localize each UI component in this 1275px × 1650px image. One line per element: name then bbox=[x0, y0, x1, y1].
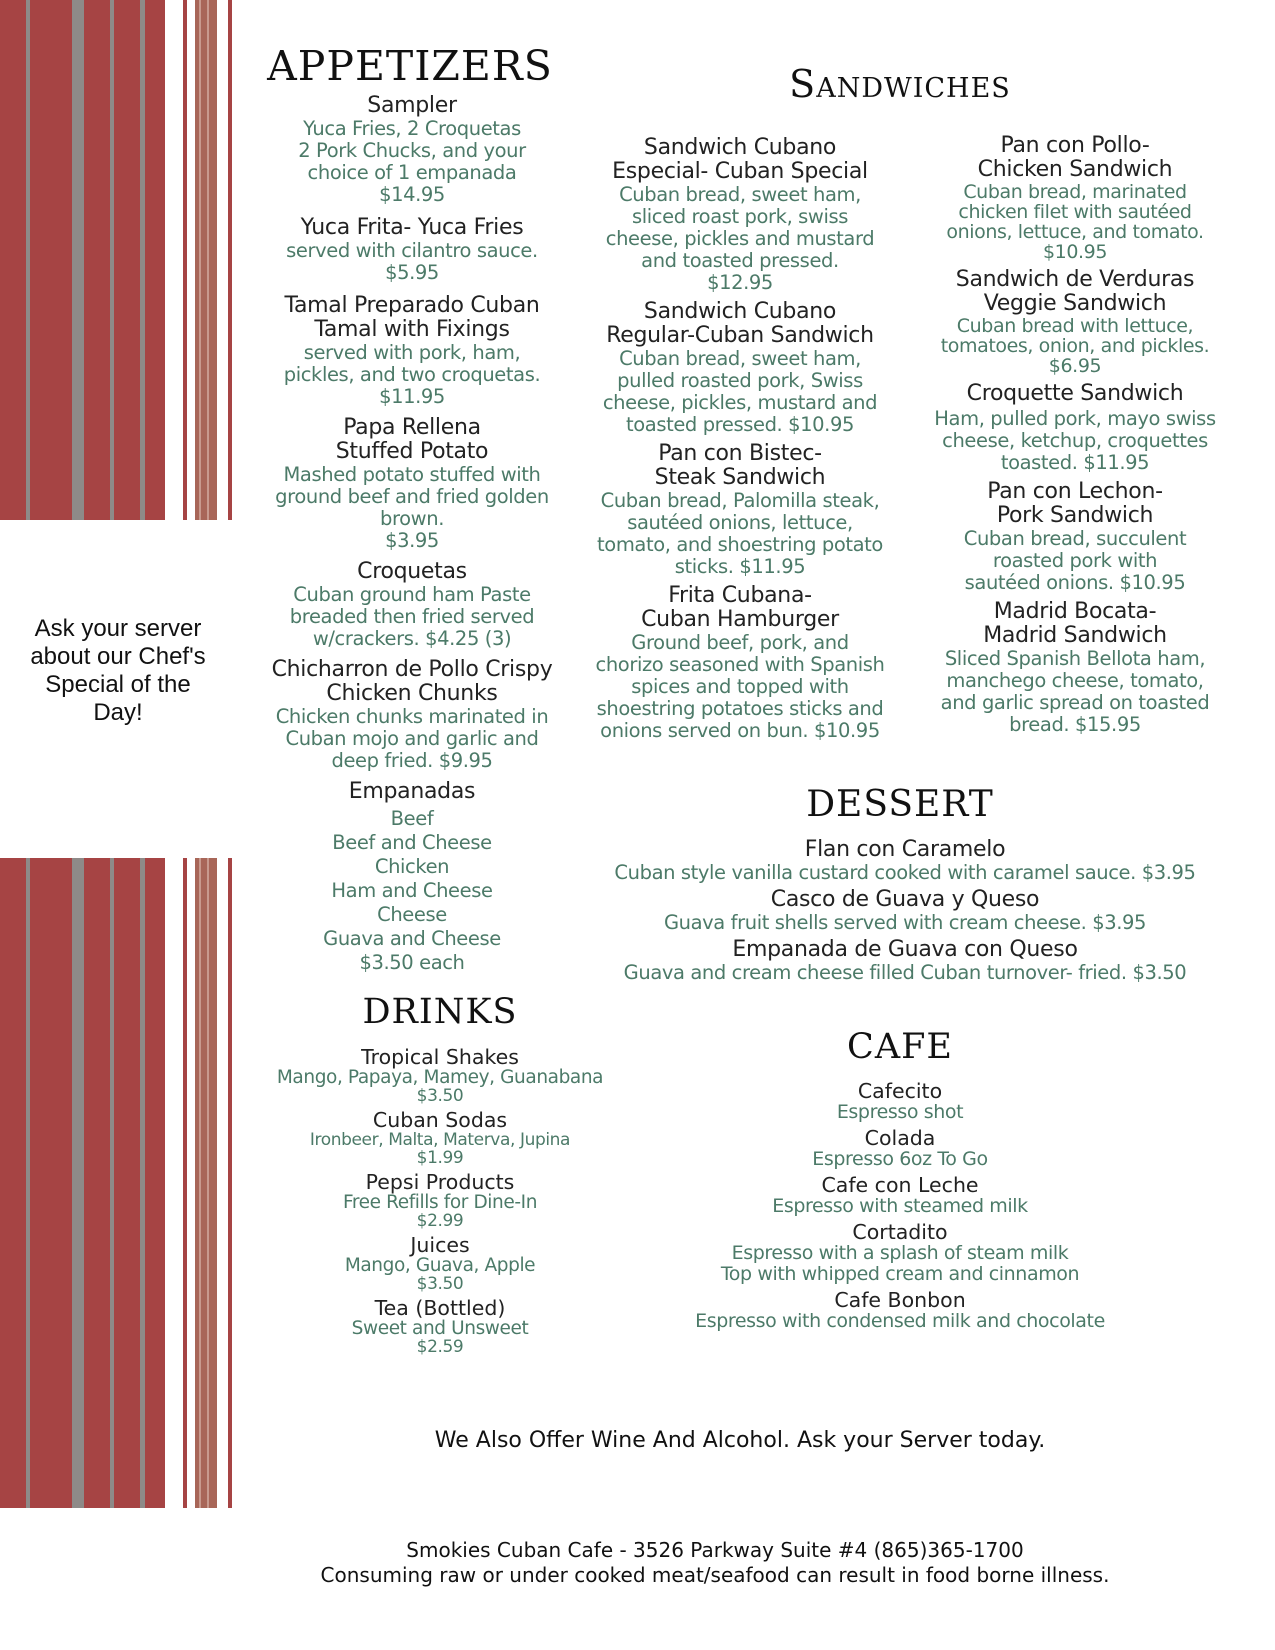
chef-special-note: Ask your server about our Chef's Special of the Day! bbox=[30, 615, 206, 726]
item-price: $2.59 bbox=[416, 1337, 464, 1357]
menu-item bbox=[660, 1221, 1140, 1285]
item-name: Pan con Bistec- Steak Sandwich bbox=[654, 441, 826, 490]
item-desc: Guava and cream cheese filled Cuban turnover- fried. $3.50 bbox=[623, 961, 1187, 984]
menu-item bbox=[590, 136, 890, 294]
item-desc: Ironbeer, Malta, Materva, Jupina bbox=[309, 1130, 571, 1150]
item-desc: Espresso shot bbox=[836, 1101, 964, 1123]
menu-item bbox=[262, 216, 562, 284]
item-desc: Mashed potato stuffed with bbox=[283, 463, 541, 486]
item-desc: pulled roasted pork, Swiss bbox=[617, 369, 863, 392]
item-desc: Free Refills for Dine-In bbox=[342, 1192, 538, 1213]
dessert-title: DESSERT bbox=[806, 784, 994, 825]
item-name: Yuca Frita- Yuca Fries bbox=[300, 215, 524, 240]
menu-item bbox=[262, 658, 562, 772]
item-desc: Espresso with condensed milk and chocolate bbox=[695, 1310, 1105, 1332]
item-price: bread. $15.95 bbox=[1009, 713, 1141, 736]
menu-item bbox=[590, 838, 1220, 884]
drinks-list bbox=[265, 1046, 615, 1356]
item-name: Frita Cubana- Cuban Hamburger bbox=[641, 583, 839, 632]
item-desc: Top with whipped cream and cinnamon bbox=[720, 1263, 1080, 1285]
item-desc: Cuban bread, sweet ham, bbox=[619, 183, 861, 206]
item-desc: Cuban bread, marinated bbox=[963, 181, 1187, 203]
item-desc: Cheese bbox=[377, 903, 447, 926]
item-desc: Cuban mojo and garlic and bbox=[285, 727, 539, 750]
item-price: $2.99 bbox=[416, 1211, 464, 1231]
menu-item bbox=[262, 94, 562, 206]
item-price: w/crackers. $4.25 (3) bbox=[312, 627, 512, 650]
item-name: Chicharron de Pollo Crispy Chicken Chunks bbox=[271, 657, 553, 706]
item-name: Juices bbox=[410, 1233, 470, 1257]
item-desc: served with cilantro sauce. bbox=[286, 239, 538, 262]
item-name: Sampler bbox=[367, 93, 457, 118]
menu-item bbox=[262, 294, 562, 408]
item-desc: cheese, pickles and mustard bbox=[605, 227, 875, 250]
item-desc: Guava and Cheese bbox=[323, 927, 501, 950]
menu-item bbox=[265, 1109, 615, 1167]
menu-item bbox=[262, 416, 562, 552]
menu-item bbox=[925, 268, 1225, 376]
item-name: Pepsi Products bbox=[365, 1170, 515, 1194]
item-desc: Mango, Papaya, Mamey, Guanabana bbox=[276, 1067, 604, 1088]
item-desc: Cuban bread with lettuce, bbox=[956, 315, 1194, 337]
item-desc: Sliced Spanish Bellota ham, bbox=[944, 647, 1206, 670]
item-price: toasted. $11.95 bbox=[1000, 451, 1150, 474]
menu-item bbox=[925, 382, 1225, 474]
item-desc: onions, lettuce, and tomato. bbox=[946, 221, 1204, 243]
item-desc: manchego cheese, tomato, bbox=[946, 669, 1204, 692]
item-desc: choice of 1 empanada bbox=[307, 161, 517, 184]
item-name: Cortadito bbox=[852, 1220, 948, 1244]
item-name: Pan con Lechon- Pork Sandwich bbox=[987, 479, 1163, 528]
item-desc: Espresso with a splash of steam milk bbox=[731, 1242, 1069, 1264]
item-desc: tomatoes, onion, and pickles. bbox=[940, 335, 1210, 357]
item-price: $3.50 bbox=[416, 1086, 464, 1106]
item-desc: Espresso with steamed milk bbox=[772, 1195, 1028, 1217]
item-name: Empanadas bbox=[348, 779, 476, 804]
menu-item bbox=[590, 584, 890, 742]
decorative-stripes-bottom bbox=[0, 858, 232, 1508]
item-name: Madrid Bocata- Madrid Sandwich bbox=[983, 599, 1167, 648]
item-name: Pan con Pollo- Chicken Sandwich bbox=[977, 133, 1173, 182]
item-name: Cafe Bonbon bbox=[834, 1288, 966, 1312]
menu-item bbox=[265, 1234, 615, 1293]
item-desc: and garlic spread on toasted bbox=[940, 691, 1210, 714]
menu-item bbox=[262, 560, 562, 650]
item-desc: chorizo seasoned with Spanish bbox=[595, 653, 885, 676]
item-desc: breaded then fried served bbox=[289, 605, 535, 628]
item-price: $14.95 bbox=[379, 183, 445, 206]
drinks-title: DRINKS bbox=[362, 992, 518, 1032]
cafe-title: CAFE bbox=[847, 1027, 953, 1067]
menu-item bbox=[590, 442, 890, 578]
appetizers-title: APPETIZERS bbox=[267, 42, 553, 90]
item-price: $1.99 bbox=[416, 1148, 464, 1168]
item-desc: Cuban bread, succulent bbox=[963, 527, 1187, 550]
item-price: $6.95 bbox=[1048, 355, 1102, 377]
item-desc: Chicken chunks marinated in bbox=[275, 705, 549, 728]
item-name: Tea (Bottled) bbox=[374, 1296, 506, 1320]
menu-item bbox=[590, 300, 890, 436]
menu-item bbox=[660, 1127, 1140, 1170]
item-name: Flan con Caramelo bbox=[804, 837, 1006, 862]
item-desc: sautéed onions, lettuce, bbox=[627, 511, 853, 534]
menu-item bbox=[660, 1289, 1140, 1332]
dessert-list bbox=[590, 838, 1220, 984]
menu-item bbox=[265, 1171, 615, 1230]
item-desc: shoestring potatoes sticks and bbox=[596, 697, 884, 720]
item-desc: Ham, pulled pork, mayo swiss bbox=[934, 407, 1216, 430]
item-name: Casco de Guava y Queso bbox=[770, 887, 1040, 912]
item-price: $10.95 bbox=[1042, 241, 1108, 263]
decorative-stripes-top bbox=[0, 0, 232, 520]
menu-item bbox=[590, 938, 1220, 984]
item-name: Sandwich Cubano Especial- Cuban Special bbox=[612, 135, 868, 184]
menu-item bbox=[265, 1046, 615, 1105]
item-name: Colada bbox=[864, 1126, 936, 1150]
item-desc: ground beef and fried golden bbox=[275, 485, 549, 508]
item-desc: Cuban ground ham Paste bbox=[293, 583, 531, 606]
item-desc: Sweet and Unsweet bbox=[351, 1318, 529, 1339]
item-desc: Cuban style vanilla custard cooked with caramel sauce. $3.95 bbox=[614, 861, 1196, 884]
item-price: $3.50 bbox=[416, 1274, 464, 1294]
item-desc: brown. bbox=[379, 507, 444, 530]
item-desc: Beef bbox=[390, 807, 434, 830]
item-desc: Yuca Fries, 2 Croquetas bbox=[303, 117, 521, 140]
item-name: Cafecito bbox=[857, 1079, 943, 1103]
item-desc: cheese, pickles, mustard and bbox=[602, 391, 878, 414]
sandwiches-right-column bbox=[925, 134, 1225, 736]
item-price: sticks. $11.95 bbox=[674, 555, 806, 578]
item-desc: chicken filet with sautéed bbox=[958, 201, 1192, 223]
item-desc: cheese, ketchup, croquettes bbox=[942, 429, 1208, 452]
cafe-list bbox=[660, 1080, 1140, 1332]
item-name: Tropical Shakes bbox=[361, 1045, 519, 1069]
menu-item bbox=[590, 888, 1220, 934]
footer-address: Smokies Cuban Cafe - 3526 Parkway Suite #4 (865)365-1700 bbox=[406, 1538, 1024, 1562]
item-price: $11.95 bbox=[379, 385, 445, 408]
item-name: Papa Rellena Stuffed Potato bbox=[335, 415, 489, 464]
footer-warning: Consuming raw or under cooked meat/seafood can result in food borne illness. bbox=[320, 1563, 1110, 1587]
item-price: $5.95 bbox=[385, 261, 439, 284]
item-price: $3.95 bbox=[385, 529, 439, 552]
menu-item bbox=[925, 134, 1225, 262]
item-name: Cafe con Leche bbox=[821, 1173, 979, 1197]
footer bbox=[215, 1538, 1215, 1588]
item-price: sautéed onions. $10.95 bbox=[964, 571, 1186, 594]
item-desc: pickles, and two croquetas. bbox=[283, 363, 541, 386]
item-price: onions served on bun. $10.95 bbox=[600, 719, 880, 742]
item-desc: Chicken bbox=[374, 855, 450, 878]
item-desc: and toasted pressed. bbox=[641, 249, 839, 272]
item-desc: Guava fruit shells served with cream cheese. $3.95 bbox=[663, 911, 1147, 934]
menu-item bbox=[660, 1174, 1140, 1217]
sandwiches-left-column bbox=[590, 136, 890, 742]
item-name: Croquetas bbox=[357, 559, 467, 584]
item-price: $12.95 bbox=[707, 271, 773, 294]
item-name: Tamal Preparado Cuban Tamal with Fixings bbox=[284, 293, 540, 342]
item-desc: Cuban bread, Palomilla steak, bbox=[600, 489, 880, 512]
alcohol-note: We Also Offer Wine And Alcohol. Ask your Server today. bbox=[434, 1428, 1046, 1453]
item-desc: Cuban bread, sweet ham, bbox=[619, 347, 861, 370]
menu-item bbox=[925, 600, 1225, 736]
item-desc: Ham and Cheese bbox=[331, 879, 493, 902]
menu-item bbox=[925, 480, 1225, 594]
sandwiches-title: Sandwiches bbox=[789, 62, 1011, 106]
item-name: Empanada de Guava con Queso bbox=[732, 937, 1078, 962]
item-name: Croquette Sandwich bbox=[966, 381, 1184, 406]
appetizers-list bbox=[262, 94, 562, 975]
item-desc: Mango, Guava, Apple bbox=[344, 1255, 536, 1276]
item-name: Sandwich de Verduras Veggie Sandwich bbox=[955, 267, 1195, 316]
item-desc: Beef and Cheese bbox=[332, 831, 492, 854]
item-desc: Espresso 6oz To Go bbox=[812, 1148, 988, 1170]
item-desc: Ground beef, pork, and bbox=[631, 631, 849, 654]
item-desc: roasted pork with bbox=[992, 549, 1158, 572]
menu-item bbox=[660, 1080, 1140, 1123]
item-desc: served with pork, ham, bbox=[303, 341, 521, 364]
item-price: deep fried. $9.95 bbox=[331, 749, 493, 772]
menu-item bbox=[262, 780, 562, 975]
item-desc: tomato, and shoestring potato bbox=[597, 533, 883, 556]
item-desc: spices and topped with bbox=[631, 675, 849, 698]
item-name: Cuban Sodas bbox=[372, 1108, 508, 1132]
item-desc: 2 Pork Chucks, and your bbox=[298, 139, 526, 162]
menu-item bbox=[265, 1297, 615, 1356]
item-price: $3.50 each bbox=[359, 951, 465, 974]
item-price: toasted pressed. $10.95 bbox=[626, 413, 854, 436]
item-desc: sliced roast pork, swiss bbox=[631, 205, 849, 228]
item-name: Sandwich Cubano Regular-Cuban Sandwich bbox=[606, 299, 874, 348]
